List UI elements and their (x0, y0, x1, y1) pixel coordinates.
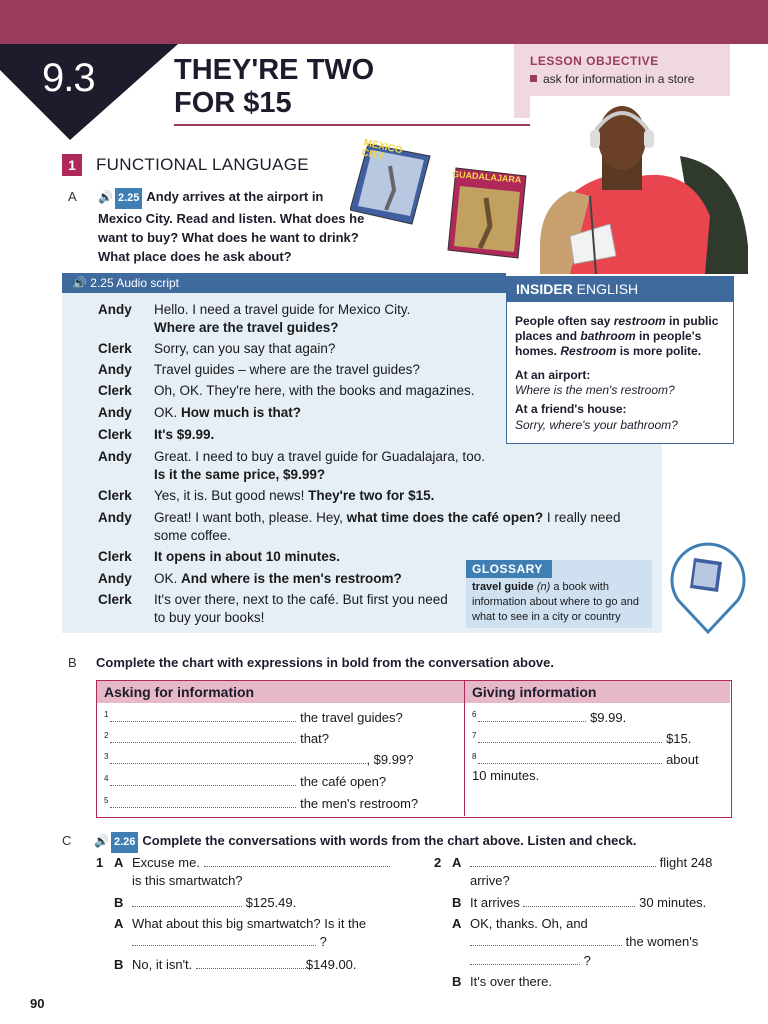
insider-explanation: People often say restroom in public places and bathroom in people's homes. Restroom is more polite. (515, 314, 719, 358)
conv2-line2: It arrives 30 minutes. (470, 895, 707, 910)
answer-blank[interactable] (132, 906, 242, 907)
speaker-label: A (114, 916, 124, 931)
page-number: 90 (30, 996, 45, 1011)
guadalajara-book-title: GUADALAJARA (451, 168, 522, 185)
answer-blank[interactable] (470, 964, 580, 965)
conv2-line1: flight 248 (470, 853, 712, 872)
chart-give-row: $^8$ about (472, 752, 699, 767)
answer-blank[interactable] (110, 763, 366, 764)
conv1-line1: Excuse me. (132, 853, 390, 872)
audio-track[interactable]: 2.25 (115, 188, 142, 209)
exercise-c-letter: C (62, 833, 72, 848)
conv1-line3b: ? (132, 932, 327, 951)
exercise-a-instructions: 🔊 2.25 Andy arrives at the airport in Mexico City. Read and listen. What does he want to buy? What does he want to drink? What place does he ask about? (98, 189, 365, 264)
answer-blank[interactable] (132, 945, 316, 946)
glossary-definition: travel guide (n) a book with information about where to go and what to see in a city or country (472, 581, 639, 623)
answer-blank[interactable] (478, 742, 662, 743)
speaker-label: B (114, 895, 124, 910)
objective-label: LESSON OBJECTIVE (530, 54, 659, 68)
insider-english-header: INSIDER ENGLISH (506, 276, 734, 302)
conv2-line3c: ? (470, 951, 591, 970)
exercise-b-instructions: Complete the chart with expressions in bold from the conversation above. (96, 655, 554, 670)
speaker-label: A (452, 855, 462, 870)
chart-give-row: 10 minutes. (472, 768, 540, 783)
conv2-line1b: arrive? (470, 873, 510, 888)
answer-blank[interactable] (196, 968, 306, 969)
chart-ask-row: $^1$ the travel guides? (104, 710, 403, 725)
conv1-line3: What about this big smartwatch? Is it the (132, 916, 367, 931)
answer-blank[interactable] (110, 807, 296, 808)
chart-ask-row: $^2$ that? (104, 731, 329, 746)
mexico-book-title: MEXICO CITY (360, 137, 404, 163)
speaker-label: B (452, 974, 462, 989)
chart-give-row: $^6$ $9.99. (472, 710, 627, 725)
section-number: 1 (62, 154, 82, 176)
glossary-header: GLOSSARY (466, 560, 552, 578)
answer-blank[interactable] (110, 742, 296, 743)
audio-track[interactable]: 2.26 (111, 832, 138, 853)
conv1-number: 1 (96, 855, 104, 870)
answer-blank[interactable] (110, 721, 296, 722)
page-title: THEY'RE TWO FOR $15 (174, 54, 375, 119)
speaker-label: B (114, 957, 124, 972)
answer-blank[interactable] (470, 945, 622, 946)
lesson-number: 9.3 (42, 56, 95, 100)
chart-give-row: $^7$ $15. (472, 731, 692, 746)
bullet-icon (530, 75, 537, 82)
conv2-line4: It's over there. (470, 974, 552, 989)
conv1-line4: No, it isn't. $149.00. (132, 957, 357, 972)
answer-blank[interactable] (523, 906, 635, 907)
objective-text: ask for information in a store (530, 72, 694, 86)
conv2-number: 2 (434, 855, 442, 870)
chart-ask-row: $^4$ the café open? (104, 774, 387, 789)
insider-home-example: Sorry, where's your bathroom? (515, 418, 678, 432)
audio-speaker-icon[interactable]: 🔊 (94, 834, 109, 848)
audio-speaker-icon: 🔊 (72, 276, 91, 290)
conv1-line1b: is this smartwatch? (132, 873, 243, 888)
exercise-c-instructions: 🔊 2.26 Complete the conversations with words from the chart above. Listen and check. (94, 831, 714, 853)
answer-blank[interactable] (204, 866, 390, 867)
answer-blank[interactable] (478, 721, 586, 722)
chart-ask-row: $^5$ the men's restroom? (104, 796, 419, 811)
speaker-label: A (452, 916, 462, 931)
chart-ask-row: $^3$ , $9.99? (104, 752, 414, 767)
exercise-b-letter: B (68, 655, 77, 670)
insider-airport-example: Where is the men's restroom? (515, 383, 675, 397)
answer-blank[interactable] (478, 763, 662, 764)
chart-col-give: Giving information (472, 684, 597, 700)
conv2-line3: OK, thanks. Oh, and (470, 916, 588, 931)
conv2-line3b: the women's (470, 932, 698, 951)
chart-divider (464, 681, 465, 816)
map-pin-book-icon (668, 540, 748, 634)
section-title: FUNCTIONAL LANGUAGE (96, 155, 309, 174)
conv1-line2: $125.49. (132, 893, 296, 912)
traveler-photo (530, 96, 752, 274)
insider-airport-label: At an airport: (515, 368, 591, 382)
answer-blank[interactable] (110, 785, 296, 786)
audio-script-header[interactable]: 🔊 2.25 Audio script (62, 273, 506, 293)
speaker-label: B (452, 895, 462, 910)
chart-col-ask: Asking for information (104, 684, 255, 700)
insider-home-label: At a friend's house: (515, 402, 627, 416)
speaker-label: A (114, 855, 124, 870)
audio-speaker-icon[interactable]: 🔊 (98, 190, 113, 204)
answer-blank[interactable] (470, 866, 656, 867)
exercise-a-letter: A (68, 189, 77, 204)
